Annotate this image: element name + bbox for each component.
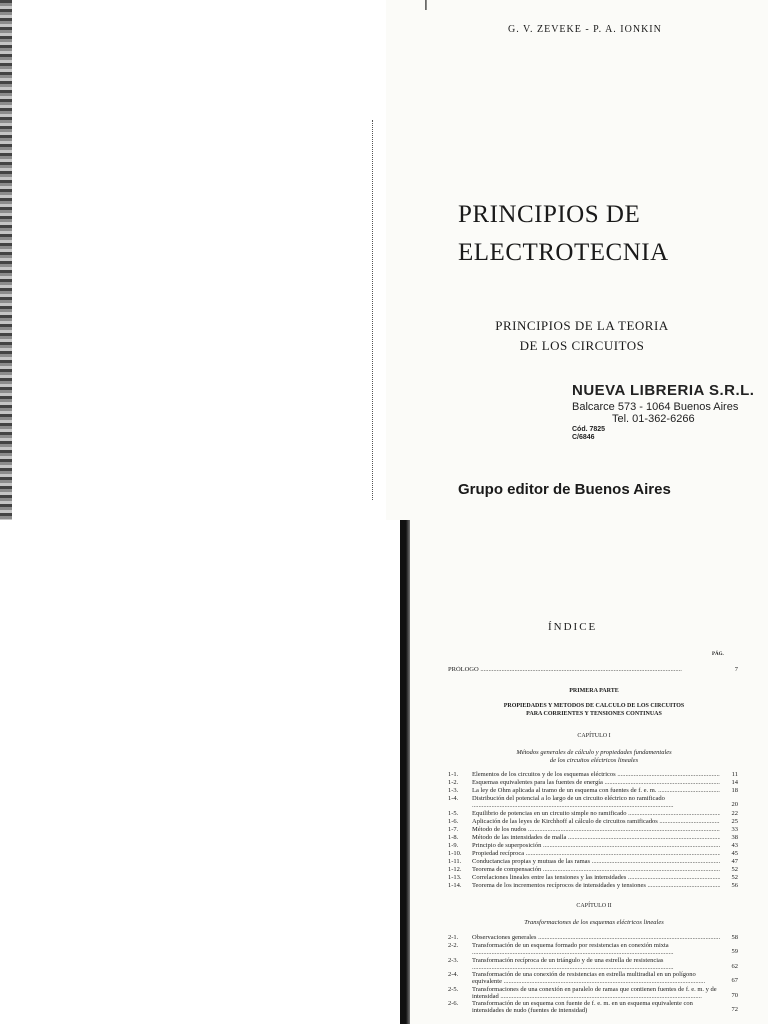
toc-entry-page: 72 xyxy=(731,1006,738,1013)
toc-entry-page: 7 xyxy=(734,666,738,673)
toc-entry xyxy=(448,787,738,795)
bookseller-stamp xyxy=(572,382,766,441)
toc-entry-page: 18 xyxy=(731,787,738,794)
toc-entry-text: Correlaciones lineales entre las tensiones y las intensidades ..... xyxy=(472,874,720,882)
part-subtitle-line2: PARA CORRIENTES Y TENSIONES CONTINUAS xyxy=(526,711,662,717)
toc-entry-text: Conductancias propias y mutuas de las ramas ..... xyxy=(472,858,720,866)
toc-entry-text: Equilibrio de potencias en un circuito simple no ramificado ..... xyxy=(472,810,720,818)
toc-entry xyxy=(448,957,738,971)
toc-entry-number: 1-2. xyxy=(448,779,459,786)
toc-entry-number: 2-5. xyxy=(448,985,459,993)
toc-entry-number: 2-3. xyxy=(448,956,459,964)
toc-entry xyxy=(448,934,738,942)
toc-entry-page: 33 xyxy=(731,825,738,833)
toc-entry-number: 1-1. xyxy=(448,771,459,778)
toc-entry-page: 52 xyxy=(731,873,738,881)
book-subtitle-line1: PRINCIPIOS DE LA TEORIA xyxy=(495,318,669,333)
toc-entry-number: 1-10. xyxy=(448,849,462,857)
toc-entry-page: 47 xyxy=(731,857,738,865)
toc-entry xyxy=(448,850,738,858)
toc-prologo xyxy=(448,666,738,674)
toc-entry xyxy=(448,826,738,834)
toc-entry-text: Teorema de los incrementos recíprocos de intensidades y tensiones ..... xyxy=(472,882,720,890)
toc-entry xyxy=(448,986,738,1000)
chapter2-label: CAPÍTULO II xyxy=(576,903,612,909)
toc-entry-text: Observaciones generales ..... xyxy=(472,934,720,942)
page-column-label: PÁG. xyxy=(712,652,724,657)
toc-entry-text: Aplicación de las leyes de Kirchhoff al cálculo de circuitos ramificados ..... xyxy=(472,818,720,826)
toc-entry-number: 2-1. xyxy=(448,934,459,941)
toc-entry-number: 1-3. xyxy=(448,787,459,794)
toc-entry-page: 43 xyxy=(731,841,738,849)
toc-entry xyxy=(448,779,738,787)
toc-entry-page: 22 xyxy=(731,809,738,817)
toc-entry-page: 38 xyxy=(731,833,738,841)
toc-entry-number: 1-14. xyxy=(448,881,462,889)
toc-entry-text: Distribución del potencial a lo largo de un circuito eléctrico no ramificado ..... xyxy=(472,795,720,809)
handwritten-note xyxy=(424,0,428,14)
toc-entry-text: Transformación recíproca de un triángulo y de una estrella de resistencias ..... xyxy=(472,957,720,971)
toc-entry-page: 52 xyxy=(731,865,738,873)
toc-entry-page: 56 xyxy=(731,881,738,889)
toc-entry-text: Principio de superposición ..... xyxy=(472,842,720,850)
stamp-line4: Cód. 7825 xyxy=(572,426,606,433)
chapter1-label: CAPÍTULO I xyxy=(577,733,611,739)
toc-entry-text: PRÓLOGO ..... xyxy=(448,666,720,674)
toc-entry-page: 70 xyxy=(731,991,738,999)
book-title-line2: ELECTROTECNIA xyxy=(458,239,669,266)
toc-entry-text: Transformaciones de una conexión en paralelo de ramas que contienen fuentes de f. e. m. y de intensidad ..... xyxy=(472,986,720,1000)
book-subtitle-line2: DE LOS CIRCUITOS xyxy=(519,338,645,353)
toc-entry xyxy=(448,1000,738,1014)
blank-page-top-left xyxy=(0,0,386,520)
chapter1-subtitle-line1: Métodos generales de cálculo y propiedades fundamentales xyxy=(516,749,672,756)
part-subtitle-line1: PROPIEDADES Y METODOS DE CALCULO DE LOS CIRCUITOS xyxy=(503,703,685,709)
book-title xyxy=(458,196,669,272)
page-gutter xyxy=(372,120,385,500)
toc-entry xyxy=(448,942,738,956)
toc-entry-number: 1-8. xyxy=(448,833,459,841)
toc-entry-page: 14 xyxy=(731,779,738,786)
toc-entry-text: Método de las intensidades de malla ..... xyxy=(472,834,720,842)
stamp-address: Balcarce 573 - 1064 Buenos Aires xyxy=(572,401,739,413)
toc-entry xyxy=(448,810,738,818)
scanned-page-edge xyxy=(400,520,410,1024)
chapter2-subtitle-line1: Transformaciones de los esquemas eléctricos lineales xyxy=(524,919,664,926)
book-title-line1: PRINCIPIOS DE xyxy=(458,201,641,228)
toc-entry-text: Elementos de los circuitos y de los esquemas eléctricos ..... xyxy=(472,771,720,779)
toc-entry xyxy=(448,834,738,842)
toc-entry-text: Transformación de una conexión de resistencias en estrella multiradial en un polígono equivalente ..... xyxy=(472,971,720,985)
toc-entry-page: 62 xyxy=(731,962,738,970)
toc-entry xyxy=(448,771,738,779)
toc-entry-number: 1-13. xyxy=(448,873,462,881)
toc-entry-page: 67 xyxy=(731,977,738,984)
toc-entry xyxy=(448,874,738,882)
toc-entry-number: 2-6. xyxy=(448,1000,459,1007)
part-title: PRIMERA PARTE xyxy=(569,688,619,694)
chapter1-subtitle-line2: de los circuitos eléctricos lineales xyxy=(549,757,639,764)
toc-entry-number: 1-5. xyxy=(448,809,459,817)
toc-entry-text: Propiedad recíproca ..... xyxy=(472,850,720,858)
index-title: ÍNDICE xyxy=(548,621,598,633)
toc-entry xyxy=(448,971,738,985)
stamp-phone: Tel. 01-362-6266 xyxy=(612,413,695,425)
toc-entry-text: Teorema de compensación ..... xyxy=(472,866,720,874)
toc-entry xyxy=(448,882,738,890)
toc-entry-page: 11 xyxy=(731,771,738,778)
toc-entry-number: 1-7. xyxy=(448,825,459,833)
scanned-page-edge xyxy=(0,0,12,520)
stamp-line5: C/6846 xyxy=(572,434,595,441)
publisher-name: Grupo editor de Buenos Aires xyxy=(458,481,671,498)
toc-entry-number: 1-12. xyxy=(448,865,462,873)
toc-entry xyxy=(448,795,738,809)
handwritten-note-text: I xyxy=(424,0,428,14)
toc-entry-text: Método de los nudos ..... xyxy=(472,826,720,834)
toc-entry-text: Transformación de un esquema con fuente de f. e. m. en un esquema equivalente con intensidades de nudo (fuentes de intensidad) ..... xyxy=(472,1000,720,1014)
blank-page-bottom-left xyxy=(0,520,400,1024)
toc-entry-page: 45 xyxy=(731,849,738,857)
book-subtitle xyxy=(482,316,682,356)
toc-entry-page: 25 xyxy=(731,817,738,825)
toc-entry-text: Esquemas equivalentes para las fuentes de energía ..... xyxy=(472,779,720,787)
toc-entry-number: 1-6. xyxy=(448,817,459,825)
toc-entry xyxy=(448,818,738,826)
toc-entry-text: Transformación de un esquema formado por resistencias en conexión mixta ..... xyxy=(472,942,720,956)
toc-entry-number: 2-2. xyxy=(448,942,459,949)
book-authors: G. V. ZEVEKE - P. A. IONKIN xyxy=(508,24,662,35)
toc-entry-number: 1-11. xyxy=(448,857,462,865)
toc-entry-page: 59 xyxy=(731,948,738,955)
toc-entry-page: 58 xyxy=(731,934,738,941)
toc-entry-number: 2-4. xyxy=(448,971,459,978)
toc-entry xyxy=(448,866,738,874)
toc-entry xyxy=(448,858,738,866)
toc-entry-text: La ley de Ohm aplicada al tramo de un esquema con fuentes de f. e. m. ..... xyxy=(472,787,720,795)
toc-entry xyxy=(448,842,738,850)
stamp-name: NUEVA LIBRERIA S.R.L. xyxy=(572,382,755,399)
toc-entry-page: 20 xyxy=(731,801,738,808)
toc-entry-number: 1-4. xyxy=(448,795,459,802)
toc-entry-number: 1-9. xyxy=(448,841,459,849)
